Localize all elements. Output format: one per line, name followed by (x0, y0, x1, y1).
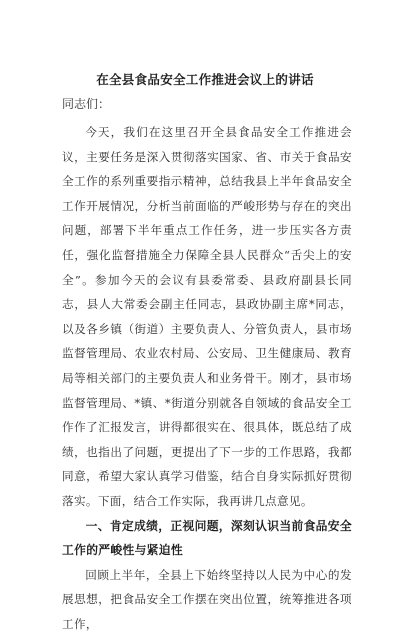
paragraph-review: 回顾上半年，全县上下始终坚持以人民为中心的发展思想，把食品安全工作摆在突出位置，统筹推进各项工作， (62, 567, 352, 631)
document-title: 在全县食品安全工作推进会议上的讲话 (96, 72, 314, 87)
salutation: 同志们： (62, 97, 111, 111)
section-heading-1: 一、肯定成绩，正视问题，深刻认识当前食品安全工作的严峻性与紧迫性 (62, 518, 352, 558)
document-body (62, 120, 352, 636)
paragraph-opening: 今天，我们在这里召开全县食品安全工作推进会议，主要任务是深入贯彻落实国家、省、市关于食品安全工作的系列重要指示精神，总结我县上半年食品安全工作开展情况，分析当前面临的严峻形势与存在的突出问题，部署下半年重点工作任务，进一步压实各方责任，强化监督措施全力保障全县人民群众“舌尖上的安全”。参加今天的会议有县委常委、县政府副县长同志，县人大常委会副主任同志，县政协副主席*同志，以及各乡镇（街道）主要负责人、分管负责人，县市场监督管理局、农业农村局、公安局、卫生健康局、教育局等相关部门的主要负责人和业务骨干。刚才，县市场监督管理局、*镇、*街道分别就各自领域的食品安全工作作了汇报发言，讲得都很实在、很具体，既总结了成绩，也指出了问题，更提出了下一步的工作思路，我都同意，希望大家认真学习借鉴，结合自身实际抓好贯彻落实。下面，结合工作实际，我再讲几点意见。 (62, 125, 352, 508)
